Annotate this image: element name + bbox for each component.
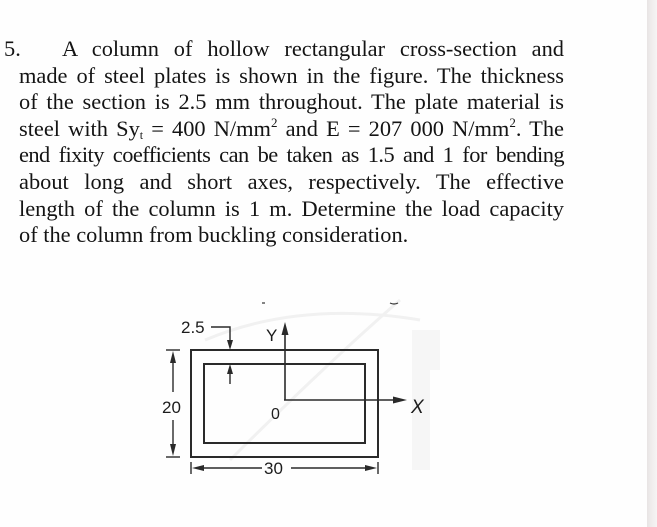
origin-label: 0 — [271, 406, 280, 423]
text-line-7: length of the column is 1 m. Determine the load capacity — [19, 195, 564, 221]
width-arrow-right-icon — [365, 465, 377, 471]
problem-number: 5. — [4, 36, 21, 61]
x-axis-arrow-icon — [393, 397, 407, 404]
text-frag: and E = 207 000 N/mm — [277, 115, 510, 141]
text-line-5: end fixity coefficients can be taken as 1.5 and 1 for bending — [19, 142, 564, 168]
height-arrow-down-icon — [170, 444, 176, 456]
page-edge — [647, 0, 657, 527]
text-line-3: of the section is 2.5 mm throughout. The plate material is — [19, 89, 564, 115]
text-line-2: made of steel plates is shown in the figure. The thickness — [19, 62, 564, 88]
thickness-label: 2.5 — [181, 318, 205, 337]
width-label: 30 — [264, 459, 283, 478]
width-arrow-left-icon — [192, 465, 204, 471]
text-line-1: A column of hollow rectangular cross-section and — [62, 36, 564, 61]
text-line-8: of the column from buckling consideration. — [19, 222, 409, 248]
subscript-t: t — [139, 127, 144, 142]
height-label: 20 — [162, 398, 181, 417]
y-axis-label: Y — [266, 326, 278, 345]
thickness-arrow-up-icon — [227, 364, 233, 374]
height-arrow-up-icon — [170, 351, 176, 363]
text-line-6: about long and short axes, respectively. The effective — [19, 169, 564, 194]
scan-marks — [262, 303, 398, 304]
text-frag: steel with Sy — [19, 115, 140, 141]
text-frag: . The — [515, 115, 564, 141]
x-axis-label: X — [411, 397, 424, 418]
y-axis-arrow-icon — [282, 322, 289, 335]
text-frag: = 400 N/mm — [143, 115, 271, 141]
thickness-arrow-down-icon — [227, 340, 233, 350]
superscript-2: 2 — [270, 114, 278, 130]
superscript-2: 2 — [509, 114, 516, 130]
watermark — [205, 300, 440, 470]
